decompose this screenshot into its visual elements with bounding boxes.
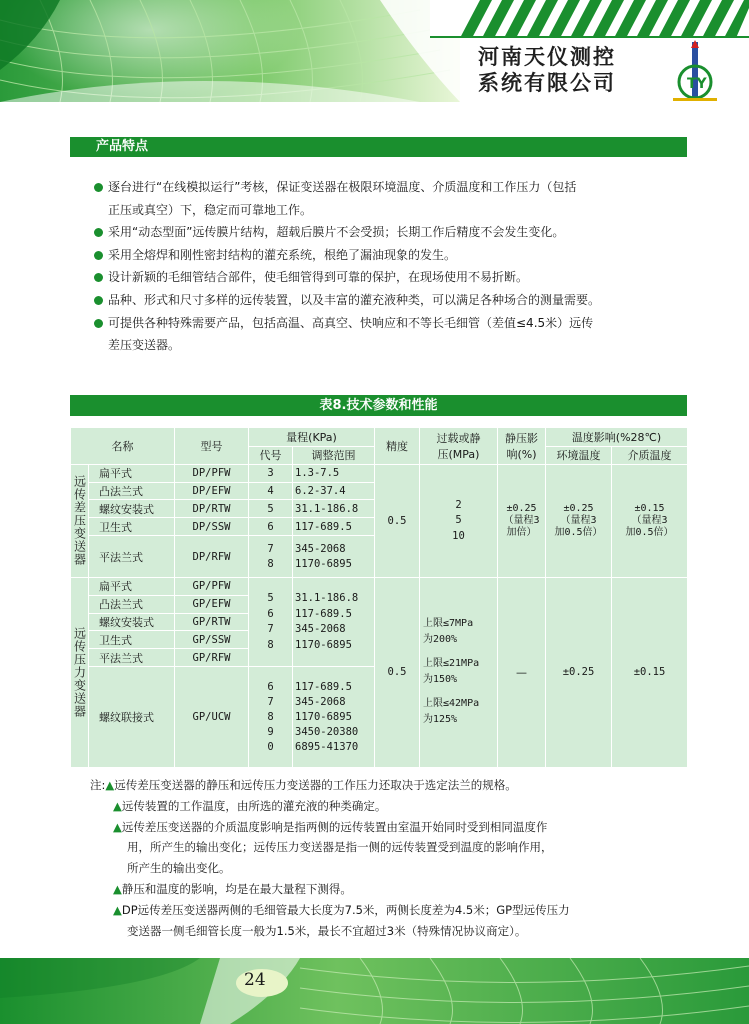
feature-item: 品种、形式和尺寸多样的远传装置，以及丰富的灌充液种类，可以满足各种场合的测量需要。 — [94, 289, 679, 312]
static-effect: — — [498, 577, 546, 767]
code-list: 5 6 7 8 — [249, 577, 293, 666]
medium-temp-effect: ±0.15 （量程3 加0.5倍） — [612, 464, 688, 577]
feature-item: 采用全熔焊和刚性密封结构的灌充系统，根绝了漏油现象的发生。 — [94, 244, 679, 267]
spec-table — [70, 427, 688, 768]
overload-values: 上限≤7MPa 为200% 上限≤21MPa 为150% 上限≤42MPa 为125% — [420, 577, 498, 767]
header-env-temp: 环境温度 — [546, 446, 612, 464]
header-code: 代号 — [249, 446, 293, 464]
footer-banner-graphic — [0, 958, 749, 1024]
header-model: 型号 — [175, 428, 249, 465]
feature-item: 采用“动态型面”远传膜片结构，超载后膜片不会受损；长期工作后精度不会发生变化。 — [94, 221, 679, 244]
feature-item: 可提供各种特殊需要产品，包括高温、高真空、快响应和不等长毛细管（差值≤4.5米）远传 差压变送器。 — [94, 312, 679, 357]
triangle-icon: ▲ — [105, 778, 115, 792]
header-medium-temp: 介质温度 — [612, 446, 688, 464]
table-row: 螺纹联接式 GP/UCW 6 7 8 9 0 117-689.5 345-2068 1170-6895 3450-20380 6895-41370 — [71, 667, 688, 768]
company-name-line2: 系统有限公司 — [478, 71, 616, 95]
group-label: 远传差压变送器 — [71, 464, 89, 577]
table-row: 螺纹安装式 DP/RTW 5 31.1-186.8 — [71, 500, 688, 518]
code-list: 6 7 8 9 0 — [249, 667, 293, 768]
table-row: 平法兰式 DP/RFW 7 8 345-2068 1170-6895 — [71, 536, 688, 578]
feature-item: 逐台进行“在线模拟运行”考核，保证变送器在极限环境温度、介质温度和工作压力（包括 正压或真空）下，稳定而可靠地工作。 — [94, 176, 679, 221]
features-heading: 产品特点 — [70, 137, 687, 157]
bullet-icon — [94, 228, 103, 237]
header-stripes-graphic — [430, 0, 749, 38]
company-name-line1: 河南天仪测控 — [478, 45, 616, 69]
bullet-icon — [94, 296, 103, 305]
bullet-icon — [94, 183, 103, 192]
accuracy-value: 0.5 — [375, 464, 420, 577]
features-list — [94, 176, 679, 357]
medium-temp-effect: ±0.15 — [612, 577, 688, 767]
note-item: 注:▲远传差压变送器的静压和远传压力变送器的工作压力还取决于选定法兰的规格。 — [90, 778, 517, 792]
feature-item: 设计新颖的毛细管结合部件，使毛细管得到可靠的保护，在现场使用不易折断。 — [94, 266, 679, 289]
globe-banner-graphic — [0, 0, 460, 102]
company-name — [478, 44, 616, 96]
table-header-row — [71, 428, 688, 447]
bullet-icon — [94, 273, 103, 282]
table-row: 平法兰式 GP/RFW — [71, 649, 688, 667]
range-list: 31.1-186.8 117-689.5 345-2068 1170-6895 — [293, 577, 375, 666]
header-accuracy: 精度 — [375, 428, 420, 465]
range-list: 117-689.5 345-2068 1170-6895 3450-20380 6895-41370 — [293, 667, 375, 768]
env-temp-effect: ±0.25 （量程3 加0.5倍） — [546, 464, 612, 577]
note-item: ▲远传装置的工作温度，由所选的灌充液的种类确定。 — [113, 798, 387, 813]
spec-table-container — [70, 427, 687, 768]
bullet-icon — [94, 319, 103, 328]
triangle-icon: ▲ — [113, 819, 122, 834]
env-temp-effect: ±0.25 — [546, 577, 612, 767]
triangle-icon: ▲ — [113, 798, 122, 813]
table-row: 螺纹安装式 GP/RTW — [71, 613, 688, 631]
company-logo — [665, 40, 725, 102]
group-label: 远传压力变送器 — [71, 577, 89, 767]
page-footer — [0, 958, 749, 1024]
table-title: 表8.技术参数和性能 — [70, 395, 687, 416]
overload-values: 2 5 10 — [420, 464, 498, 577]
page-number: 24 — [244, 970, 266, 990]
header-overload: 过载或静 压(MPa) — [420, 428, 498, 465]
table-row: 远传差压变送器 扁平式 DP/PFW 3 1.3-7.5 0.5 2 5 10 ±0.25 （量程3 加倍） ±0.25 （量程3 加0.5倍） ±0.15 （量程3 加0.5倍） — [71, 464, 688, 482]
header-range: 量程(KPa) — [249, 428, 375, 447]
header-temp: 温度影响(%28℃) — [546, 428, 688, 447]
table-row: 凸法兰式 DP/EFW 4 6.2-37.4 — [71, 482, 688, 500]
header-name: 名称 — [71, 428, 175, 465]
table-row: 远传压力变送器 扁平式 GP/PFW 5 6 7 8 31.1-186.8 117-689.5 345-2068 1170-6895 0.5 上限≤7MPa 为200% 上限≤21MPa 为150% 上限≤42MPa 为125% — ±0.25 ±0.15 — [71, 577, 688, 595]
static-effect: ±0.25 （量程3 加倍） — [498, 464, 546, 577]
note-item: ▲静压和温度的影响，均是在最大量程下测得。 — [113, 881, 352, 896]
triangle-icon: ▲ — [113, 881, 122, 896]
triangle-icon: ▲ — [113, 902, 122, 917]
accuracy-value: 0.5 — [375, 577, 420, 767]
header-adjust: 调整范围 — [293, 446, 375, 464]
logo-text: TY — [687, 76, 707, 92]
table-row: 卫生式 DP/SSW 6 117-689.5 — [71, 518, 688, 536]
table-row: 卫生式 GP/SSW — [71, 631, 688, 649]
table-row: 凸法兰式 GP/EFW — [71, 595, 688, 613]
note-item: ▲远传差压变送器的介质温度影响是指两侧的远传装置由室温开始同时受到相同温度作 — [113, 819, 548, 834]
header-static: 静压影 响(%) — [498, 428, 546, 465]
note-item: ▲DP远传差压变送器两侧的毛细管最大长度为7.5米，两侧长度差为4.5米；GP型远传压力 — [113, 902, 570, 917]
page-header — [0, 0, 749, 102]
bullet-icon — [94, 251, 103, 260]
notes-section: 注:▲远传差压变送器的静压和远传压力变送器的工作压力还取决于选定法兰的规格。 ▲远传装置的工作温度，由所选的灌充液的种类确定。 ▲远传差压变送器的介质温度影响是指两侧的远传装置由室温开始同时受到相同温度作 用，所产生的输出变化；远传压力变送器是指一侧的远传装置受到温度的影响作用， 所产生的输出变化。 ▲静压和温度的影响，均是在最大量程下测得。 ▲DP远传差压变送器两侧的毛细管最大长度为7.5米，两侧长度差为4.5米；GP型远传压力 变送器一侧毛细管长度一般为1.5米，最长不宜超过3米（特殊情况协议商定）。 — [90, 775, 690, 941]
